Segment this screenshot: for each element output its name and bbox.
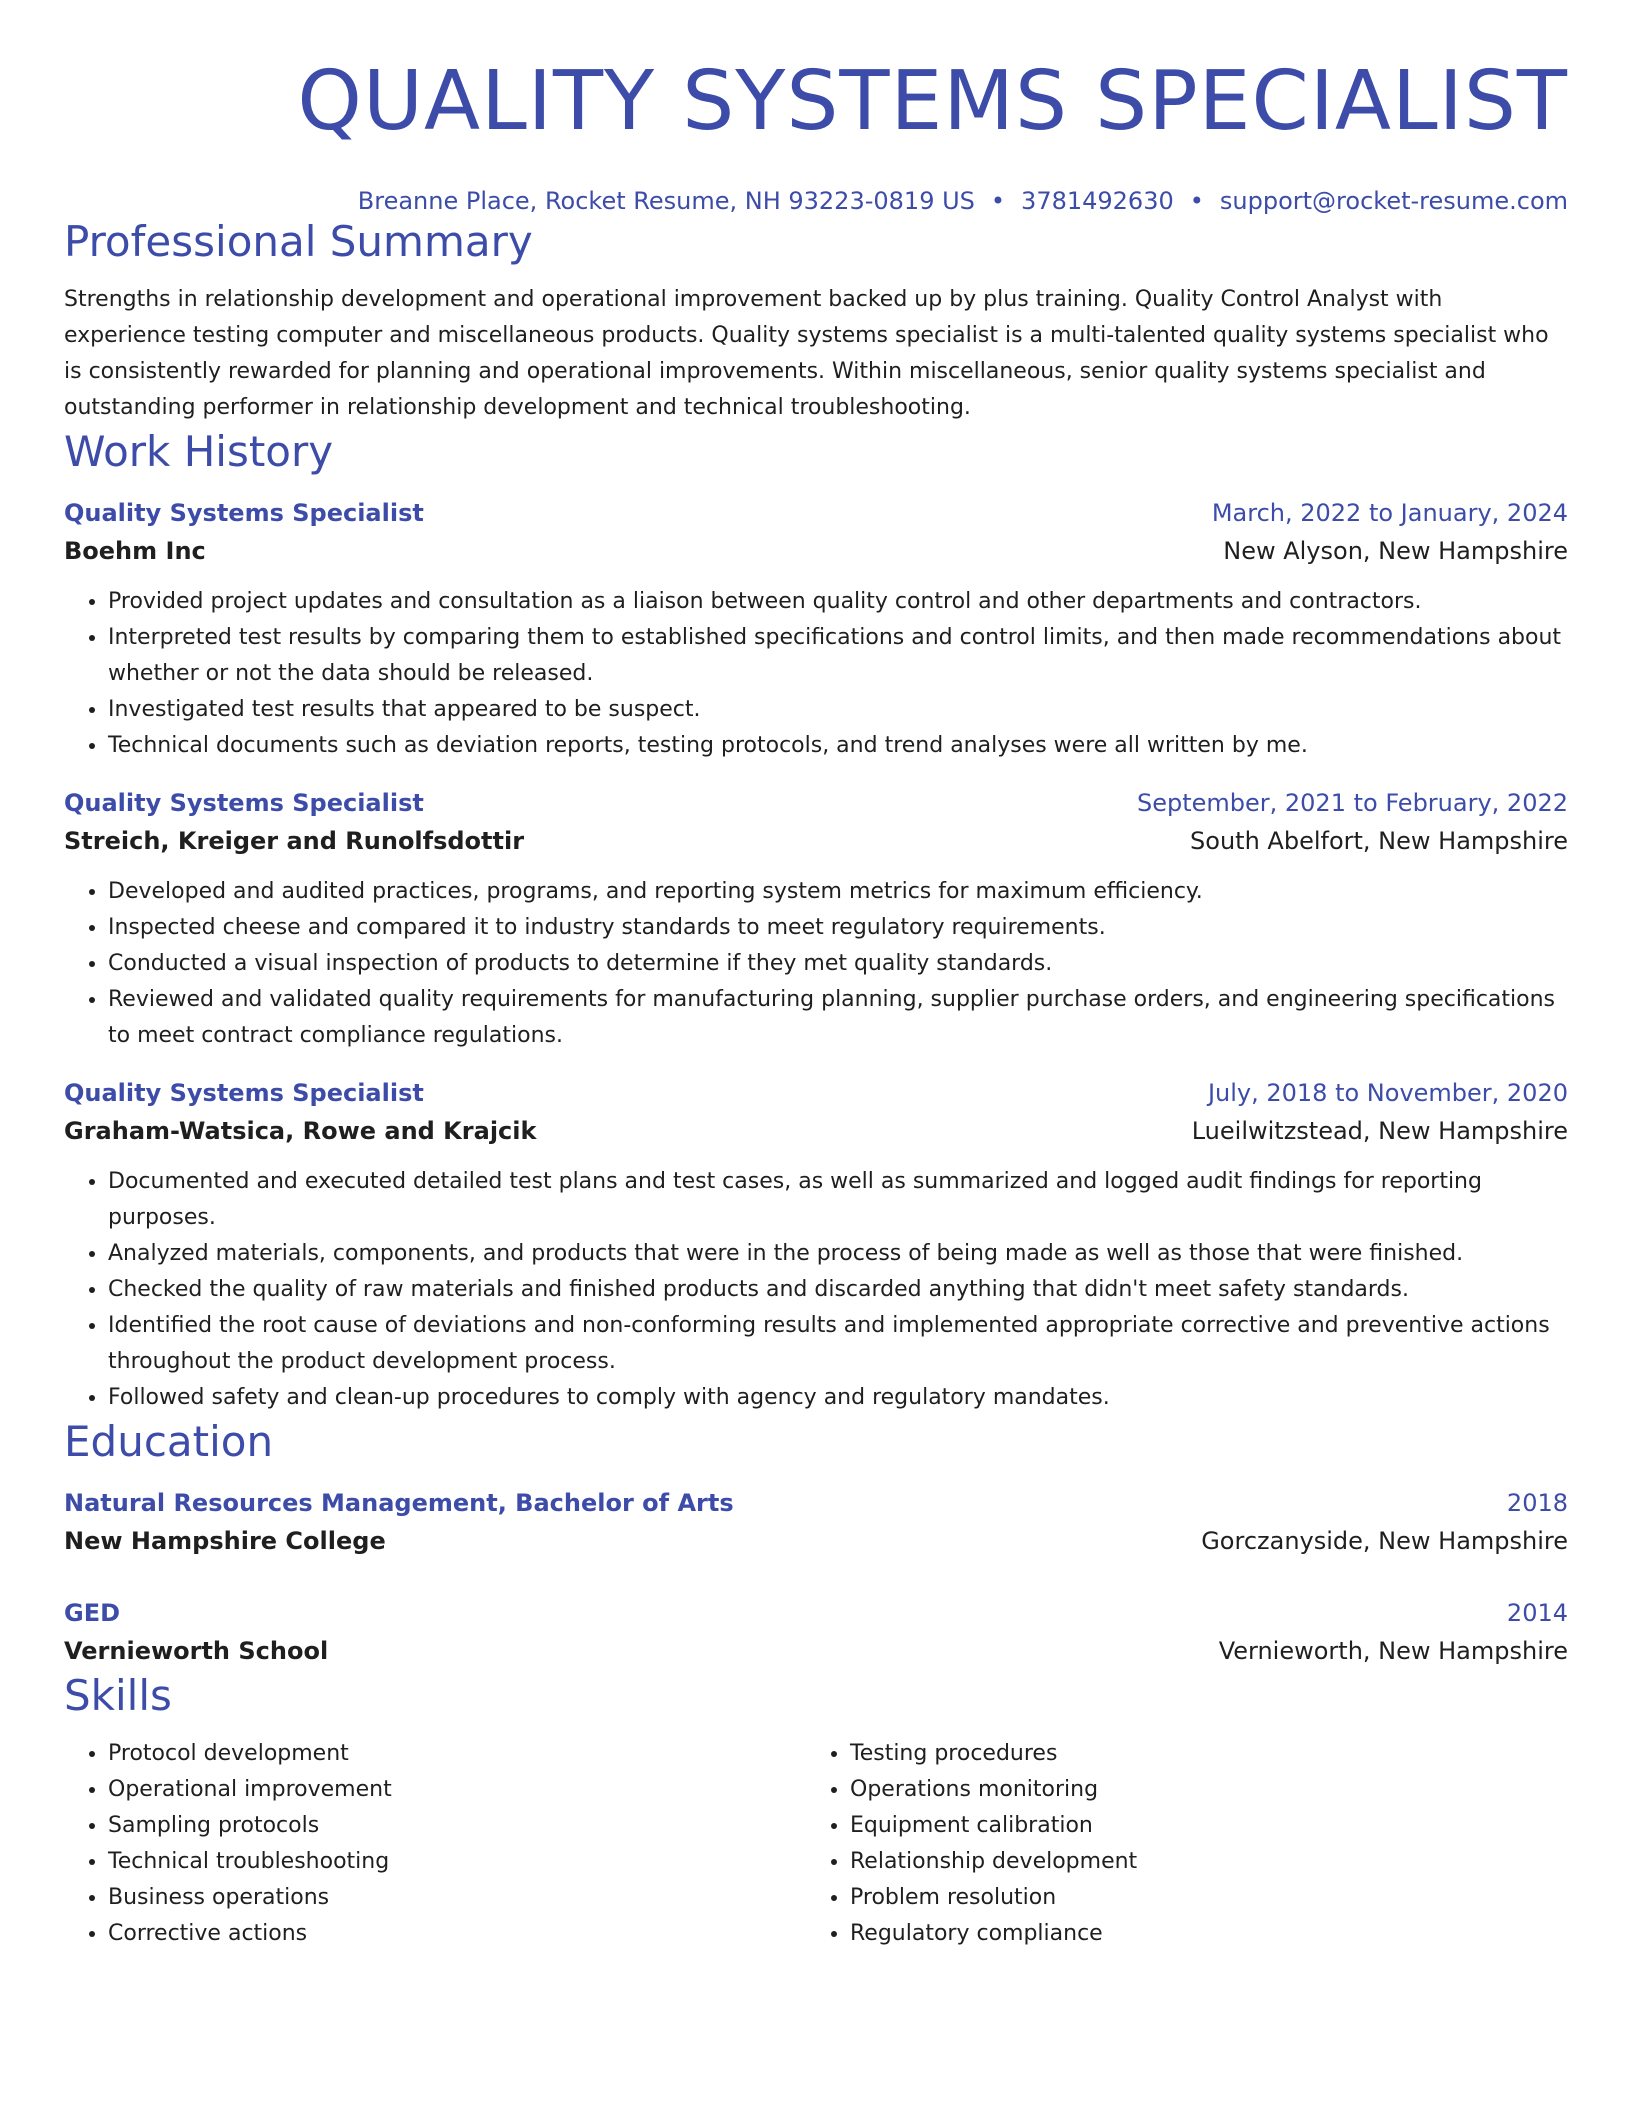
job-bullet: • Investigated test results that appeared to be suspect. [108, 692, 1568, 728]
job-employer: Graham-Watsica, Rowe and Krajcik [64, 1117, 537, 1145]
job-role: Quality Systems Specialist [64, 1079, 424, 1107]
job-location: New Alyson, New Hampshire [1223, 537, 1568, 565]
job-bullets [64, 874, 1568, 1054]
skills-grid [64, 1736, 1568, 1952]
summary-text: Strengths in relationship development and operational improvement backed up by plus training. Quality Control Analyst with experience testing computer and miscellaneous products. Quality systems specialist is a multi-talented quality systems specialist who is consistently rewarded for planning and operational improvements. Within miscellaneous, senior quality systems specialist and outstanding performer in relationship development and technical troubleshooting. [64, 287, 1549, 420]
education-entry [64, 1594, 1568, 1670]
job-bullet: • Reviewed and validated quality requirements for manufacturing planning, supplier purchase orders, and engineering specifications to meet contract compliance regulations. [108, 982, 1568, 1054]
resume-title: QUALITY SYSTEMS SPECIALIST [297, 54, 1568, 149]
job-bullet: • Identified the root cause of deviations and non-conforming results and implemented appropriate corrective and preventive actions throughout the product development process. [108, 1308, 1568, 1380]
job-entry [64, 1074, 1568, 1416]
skills-column-left [64, 1736, 806, 1952]
job-dates: March, 2022 to January, 2024 [1211, 499, 1568, 527]
summary-heading: Professional Summary [64, 217, 533, 266]
skill-item: • Protocol development [108, 1736, 806, 1772]
job-entry [64, 494, 1568, 764]
education-school: New Hampshire College [64, 1527, 386, 1555]
education-year: 2018 [1506, 1489, 1568, 1517]
job-entry [64, 784, 1568, 1054]
skill-item: • Business operations [108, 1880, 806, 1916]
job-bullet: • Checked the quality of raw materials and finished products and discarded anything that didn't meet safety standards. [108, 1272, 1568, 1308]
contact-separator: • [1189, 187, 1204, 215]
skill-item: • Technical troubleshooting [108, 1844, 806, 1880]
skills-column-right [806, 1736, 1548, 1952]
contact-phone[interactable]: 3781492630 [1021, 187, 1174, 215]
contact-address: Breanne Place, Rocket Resume, NH 93223-0819 US [357, 187, 975, 215]
job-employer: Boehm Inc [64, 537, 206, 565]
skill-item: • Regulatory compliance [850, 1916, 1548, 1952]
job-bullet: • Developed and audited practices, programs, and reporting system metrics for maximum efficiency. [108, 874, 1568, 910]
education-degree: Natural Resources Management, Bachelor of Arts [64, 1489, 734, 1517]
contact-separator: • [990, 187, 1006, 215]
skill-item: • Relationship development [850, 1844, 1548, 1880]
education-heading: Education [64, 1417, 274, 1466]
job-role: Quality Systems Specialist [64, 789, 424, 817]
work-history-heading: Work History [64, 427, 334, 476]
education-year: 2014 [1506, 1599, 1568, 1627]
job-bullet: • Conducted a visual inspection of products to determine if they met quality standards. [108, 946, 1568, 982]
education-location: Vernieworth, New Hampshire [1218, 1637, 1568, 1665]
job-bullet: • Followed safety and clean-up procedures to comply with agency and regulatory mandates. [108, 1380, 1568, 1416]
job-bullet: • Documented and executed detailed test plans and test cases, as well as summarized and logged audit findings for reporting purposes. [108, 1164, 1568, 1236]
job-bullets [64, 1164, 1568, 1416]
skill-item: • Sampling protocols [108, 1808, 806, 1844]
work-history-list [64, 494, 1568, 1416]
skill-item: • Operations monitoring [850, 1772, 1548, 1808]
skill-item: • Problem resolution [850, 1880, 1548, 1916]
skill-item: • Operational improvement [108, 1772, 806, 1808]
job-location: Lueilwitzstead, New Hampshire [1191, 1117, 1568, 1145]
job-role: Quality Systems Specialist [64, 499, 424, 527]
contact-line [64, 186, 1568, 216]
job-bullet: • Analyzed materials, components, and products that were in the process of being made as well as those that were finished. [108, 1236, 1568, 1272]
job-bullet: • Interpreted test results by comparing them to established specifications and control limits, and then made recommendations about whether or not the data should be released. [108, 620, 1568, 692]
education-location: Gorczanyside, New Hampshire [1201, 1527, 1568, 1555]
job-bullet: • Technical documents such as deviation reports, testing protocols, and trend analyses were all written by me. [108, 728, 1568, 764]
job-bullet: • Inspected cheese and compared it to industry standards to meet regulatory requirements. [108, 910, 1568, 946]
skill-item: • Corrective actions [108, 1916, 806, 1952]
education-degree: GED [64, 1599, 121, 1627]
job-dates: July, 2018 to November, 2020 [1207, 1079, 1568, 1107]
skill-item: • Equipment calibration [850, 1808, 1548, 1844]
job-bullet: • Provided project updates and consultation as a liaison between quality control and other departments and contractors. [108, 584, 1568, 620]
education-school: Vernieworth School [64, 1637, 329, 1665]
job-location: South Abelfort, New Hampshire [1190, 827, 1568, 855]
job-employer: Streich, Kreiger and Runolfsdottir [64, 827, 525, 855]
education-entry [64, 1484, 1568, 1560]
job-bullets [64, 584, 1568, 764]
skills-heading: Skills [64, 1671, 172, 1720]
job-dates: September, 2021 to February, 2022 [1136, 789, 1568, 817]
contact-email[interactable]: support@rocket-resume.com [1219, 187, 1568, 215]
skill-item: • Testing procedures [850, 1736, 1548, 1772]
